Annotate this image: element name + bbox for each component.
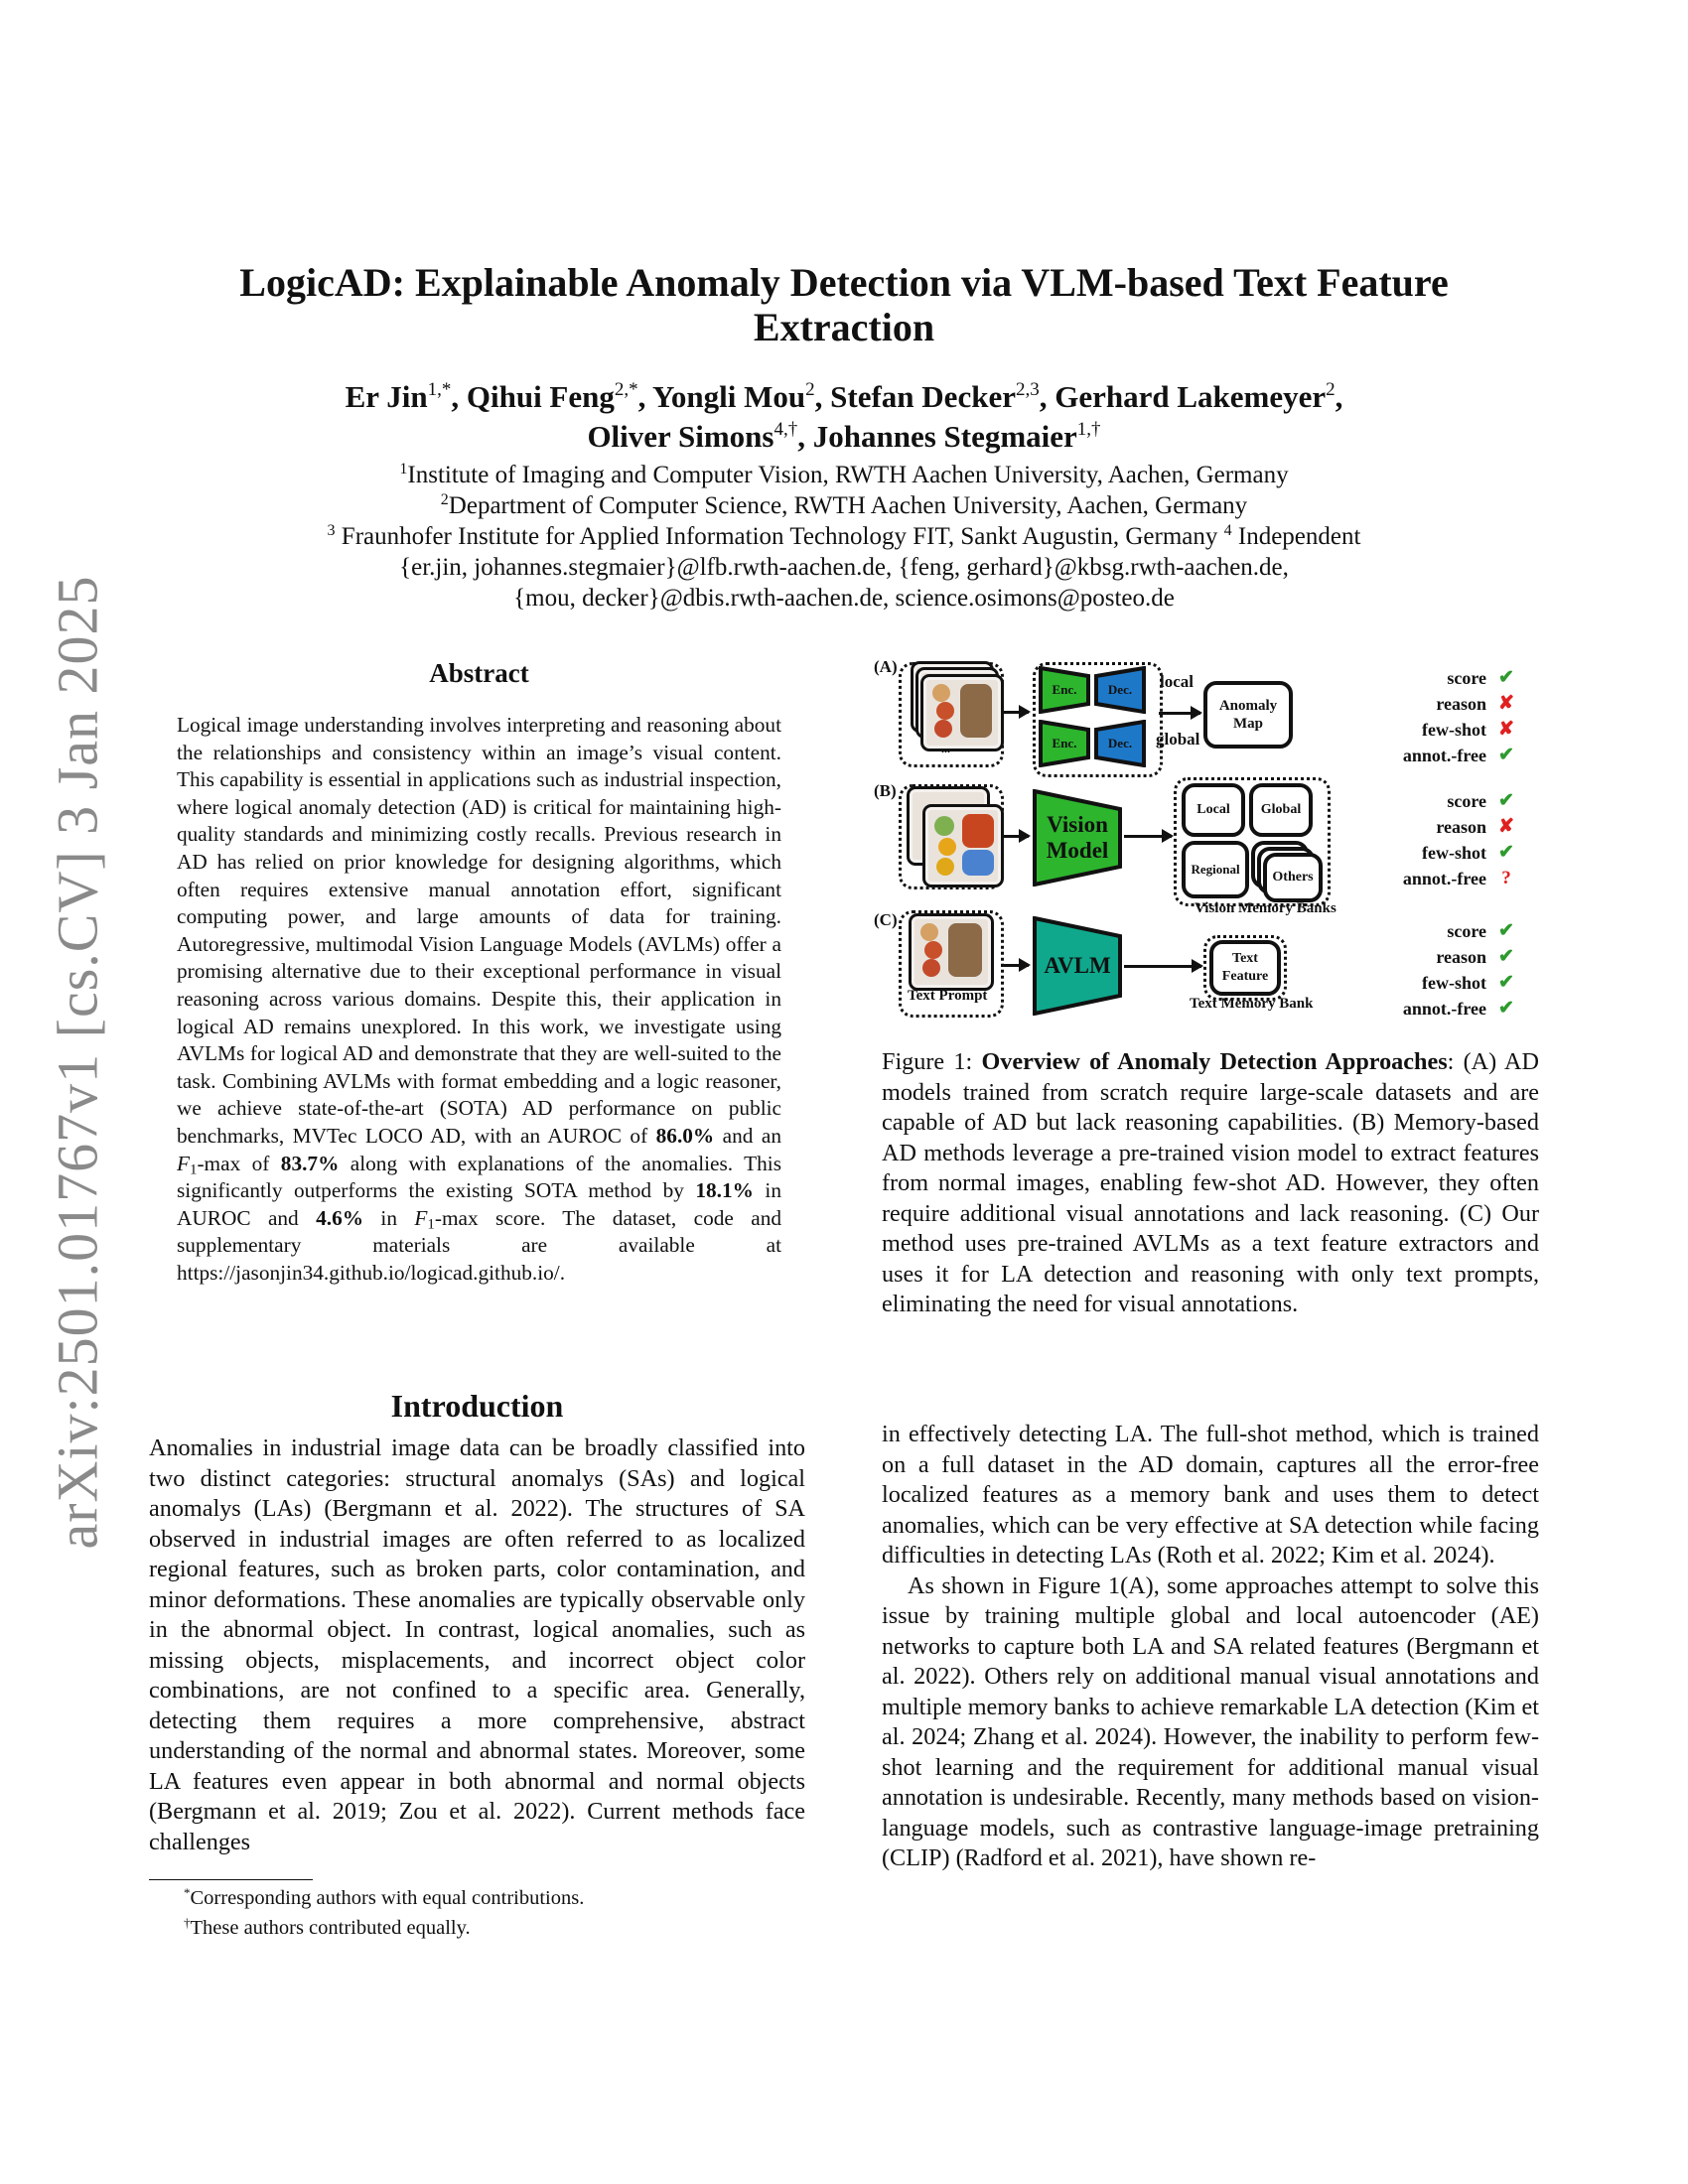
local-label: local [1160, 672, 1194, 691]
arxiv-identifier-stamp [28, 575, 127, 1550]
panel-a-criteria: score ✔ reason ✘ few-shot ✘ annot.-free ✔ [1385, 665, 1514, 768]
panel-c-criteria: score ✔ reason ✔ few-shot ✔ annot.-free ✔ [1385, 918, 1514, 1022]
arrow-icon [1159, 712, 1200, 715]
check-icon: ✔ [1498, 920, 1514, 941]
author: Qihui Feng$^{2,*}$ [466, 379, 638, 414]
cross-icon: ✘ [1498, 719, 1514, 740]
figure-1-diagram [874, 650, 1534, 1032]
check-icon: ✔ [1498, 745, 1514, 765]
check-icon: ✔ [1498, 667, 1514, 688]
author-list: Er Jin$^{1,*}$, Qihui Feng$^{2,*}$, Yongli Mou$^2$, Stefan Decker$^{2,3}$, Gerhard Lakemeyer$^2$, Oliver Simons$^{4,\dagger}$, Johannes Stegmaier$^{1,\dagger}$ [345, 379, 1343, 454]
footnote: *Corresponding authors with equal contributions. [184, 1885, 585, 1909]
emails-line-1: {er.jin, johannes.stegmaier}@lfb.rwth-aachen.de, {feng, gerhard}@kbsg.rwth-aachen.de, [399, 554, 1289, 581]
footnote: †These authors contributed equally. [184, 1915, 471, 1939]
panel-b-criteria: score ✔ reason ✘ few-shot ✔ annot.-free ? [1385, 788, 1514, 891]
auroc-gain-value: 18.1% [695, 1178, 754, 1203]
abstract-heading: Abstract [429, 658, 529, 688]
author: Gerhard Lakemeyer$^2$ [1055, 379, 1336, 414]
avlm-block: AVLM [1033, 916, 1122, 1016]
author: Yongli Mou$^2$ [651, 379, 815, 414]
introduction-heading: Introduction [390, 1388, 564, 1424]
arrow-icon [1001, 711, 1029, 714]
check-icon: ✔ [1498, 998, 1514, 1019]
panel-a-label: (A) [874, 657, 898, 676]
affiliations [179, 460, 1509, 614]
decoder-block: Dec. [1094, 666, 1146, 714]
author: Stefan Decker$^{2,3}$ [830, 379, 1040, 414]
affiliation-3-4: $^3$ Fraunhofer Institute for Applied Information Technology FIT, Sankt Augustin, Germany $^4$ Independent [327, 522, 1361, 550]
author: Oliver Simons$^{4,\dagger}$ [587, 419, 798, 454]
check-icon: ✔ [1498, 972, 1514, 993]
memory-bank-local: Local [1182, 783, 1245, 837]
introduction-left-paragraph: Anomalies in industrial image data can be broadly classified into two distinct categories: structural anomalys (SAs) and logical anomalys (LAs) (Bergmann et al. 2022). The structures of SA observed in industrial images are often referred to as localized regional features, such as broken parts, color contamination, and minor deformations. These anomalies are typically observable only in the abnormal object. In contrast, logical anomalies, such as missing objects, misplacements, and incorrect object color combinations, are not confined to a specific area. Generally, detecting them requires a more comprehensive, abstract understanding of the normal and abnormal states. Moreover, some LA features even appear in both abnormal and normal objects (Bergmann et al. 2019; Zou et al. 2022). Current methods face challenges [149, 1434, 805, 1855]
check-icon: ✔ [1498, 946, 1514, 967]
footnotes [184, 1883, 799, 1943]
text-prompt-caption: Text Prompt [908, 988, 988, 1004]
text-memory-bank-caption: Text Memory Bank [1190, 996, 1314, 1012]
arrow-icon [1001, 835, 1029, 838]
auroc-value: 86.0% [655, 1123, 715, 1148]
affiliation-1: $^1$Institute of Imaging and Computer Vision, RWTH Aachen University, Aachen, Germany [399, 461, 1289, 488]
panel-b-label: (B) [874, 781, 897, 800]
introduction-right-column [882, 1420, 1539, 1874]
arrow-icon [1001, 964, 1029, 967]
cross-icon: ✘ [1498, 693, 1514, 714]
panel-c-label: (C) [874, 910, 898, 929]
anomaly-map-box: Anomaly Map [1203, 681, 1293, 749]
arrow-icon [1124, 965, 1201, 968]
text-feature-box: Text Feature [1209, 940, 1281, 996]
emails-line-2: {mou, decker}@dbis.rwth-aachen.de, science.osimons@posteo.de [513, 585, 1175, 612]
figure-1-caption: Figure 1: Overview of Anomaly Detection Approaches: (A) AD models trained from scratch require large-scale datasets and are capable of AD but lack reasoning capabilities. (B) Memory-based AD methods leverage a pre-trained vision model to extract features from normal images, enabling few-shot AD. However, they often require additional visual annotations and lack reasoning. (C) Our method uses pre-trained AVLMs as a text feature extractors and uses it for LA detection and reasoning with only text prompts, eliminating the need for visual annotations. [882, 1048, 1539, 1317]
check-icon: ✔ [1498, 790, 1514, 811]
arxiv-id-text: arXiv:2501.01767v1 [cs.CV] 3 Jan 2025 [45, 575, 110, 1550]
memory-bank-regional: Regional [1182, 841, 1249, 898]
food-tray-image [923, 677, 1001, 749]
affiliation-2: $^2$Department of Computer Science, RWTH Aachen University, Aachen, Germany [440, 491, 1248, 519]
check-icon: ✔ [1498, 842, 1514, 863]
encoder-block: Enc. [1039, 666, 1090, 714]
global-label: global [1156, 730, 1200, 749]
decoder-block: Dec. [1094, 720, 1146, 767]
paper-title: LogicAD: Explainable Anomaly Detection via VLM-based Text Feature Extraction [239, 260, 1449, 349]
f1-gain-value: 4.6% [316, 1205, 364, 1230]
cross-icon: ✘ [1498, 816, 1514, 837]
anomalous-tray-image [925, 807, 1001, 885]
arrow-icon [1124, 835, 1172, 838]
abstract-body: Logical image understanding involves interpreting and reasoning about the relationships and consistency within an image’s visual content. This capability is essential in applications such as industrial inspection, where logical anomaly detection (AD) is critical for maintaining high-quality standards and minimizing costly recalls. Previous research in AD has relied on prior knowledge for designing algorithms, which often requires extensive manual annotation effort, significant computing power, and large amounts of data for training. Autoregressive, multimodal Vision Language Models (AVLMs) offer a promising alternative due to their exceptional performance in visual reasoning across various domains. Despite this, their application in logical AD remains unexplored. In this work, we investigate using AVLMs for logical AD and demonstrate that they are well-suited to the task. Combining AVLMs with format embedding and a logic reasoner, we achieve state-of-the-art (SOTA) AD performance on public benchmarks, MVTec LOCO AD, with an AUROC of 86.0% and an $F_1-\max$ of 83.7% along with explanations of the anomalies. This significantly outperforms the existing SOTA method by 18.1% in AUROC and 4.6% in $F_1-\max$ score. The dataset, code and supplementary materials are available at https://jasonjin34.github.io/logicad.github.io/. [177, 713, 781, 1285]
more-images-ellipsis: ... [941, 742, 950, 755]
footnote-divider [149, 1879, 313, 1880]
author: Johannes Stegmaier$^{1,\dagger}$ [812, 419, 1101, 454]
f1max-value: 83.7% [280, 1151, 340, 1175]
encoder-block: Enc. [1039, 720, 1090, 767]
vision-model-block: Vision Model [1033, 789, 1122, 887]
memory-bank-others: Others [1263, 853, 1323, 902]
intro-paragraph: As shown in Figure 1(A), some approaches attempt to solve this issue by training multiple global and local autoencoder (AE) networks to capture both LA and SA related features (Bergmann et al. 2022). Others rely on additional manual visual annotations and multiple memory banks to achieve remarkable LA detection (Kim et al. 2024; Zhang et al. 2024). However, the inability to perform few-shot learning and the requirement for additional manual visual annotation is undesirable. Recently, many methods based on vision-language models, such as contrastive language-image pretraining (CLIP) (Radford et al. 2021), have shown re- [882, 1571, 1539, 1871]
question-icon: ? [1501, 868, 1511, 888]
memory-bank-global: Global [1249, 783, 1313, 837]
intro-paragraph: in effectively detecting LA. The full-shot method, which is trained on a full dataset in the AD domain, captures all the error-free localized features as a memory bank and uses them to detect anomalies, which can be very effective at SA detection while facing difficulties in detecting LAs (Roth et al. 2022; Kim et al. 2024). [882, 1421, 1539, 1569]
vision-memory-banks-caption: Vision Memory Banks [1195, 900, 1336, 916]
author: Er Jin$^{1,*}$ [345, 379, 452, 414]
food-tray-image [912, 916, 991, 988]
